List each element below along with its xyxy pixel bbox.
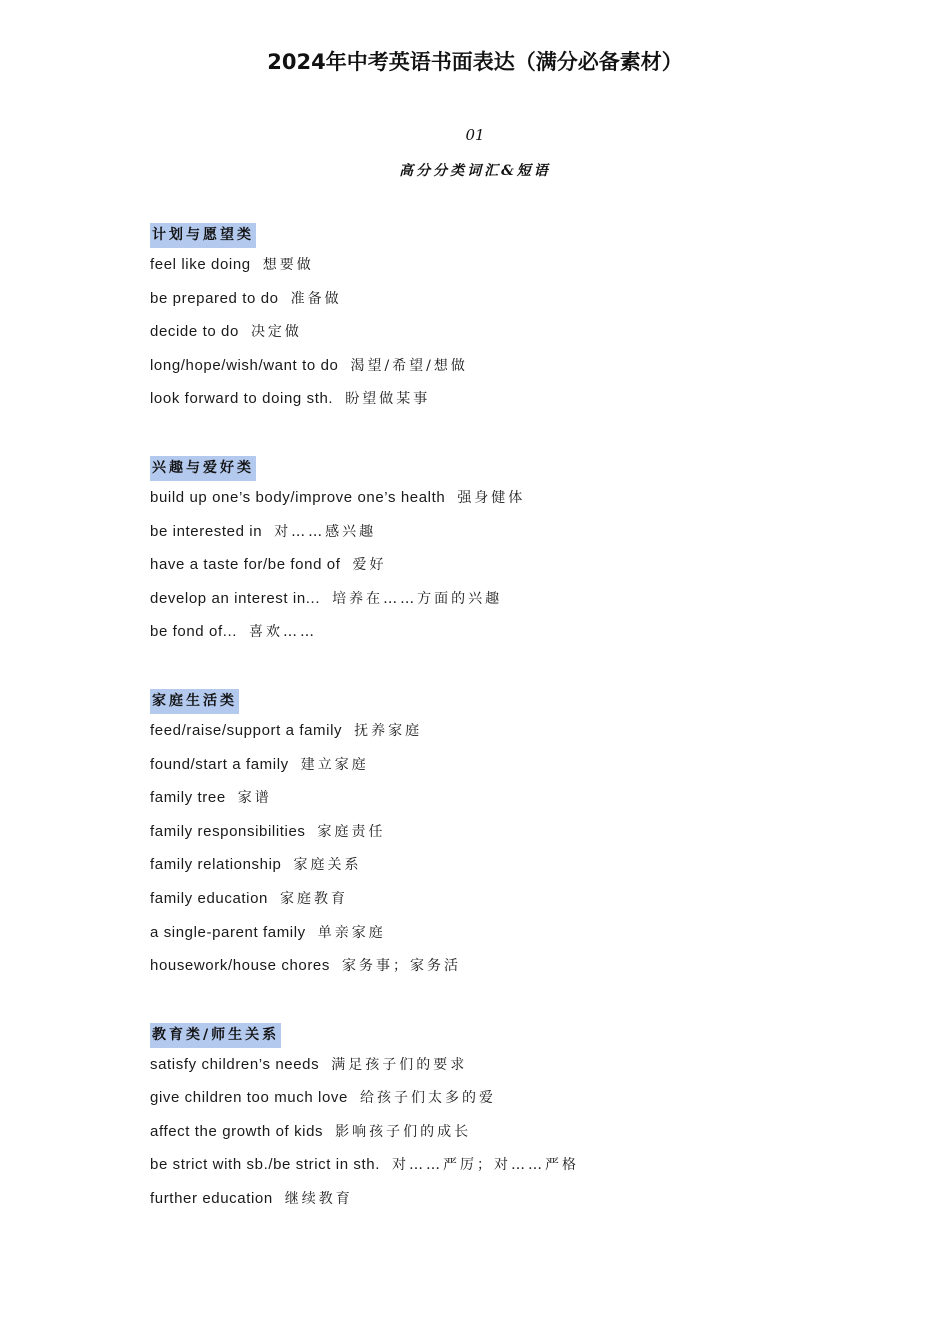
list-item: [150, 288, 890, 322]
phrase-en: family relationship: [150, 856, 282, 874]
list-item: [150, 1054, 890, 1088]
phrase-zh: 满足孩子们的要求: [331, 1056, 468, 1073]
phrase-zh: 家庭教育: [280, 890, 348, 907]
phrase-en: affect the growth of kids: [150, 1122, 324, 1140]
phrase-en: family education: [150, 889, 268, 907]
phrase-en: build up one’s body/improve one’s health: [150, 488, 446, 506]
phrase-zh: 对……严厉；对……严格: [392, 1157, 580, 1174]
phrase-en: be interested in: [150, 522, 263, 540]
phrase-zh: 想要做: [262, 257, 314, 273]
list-item: [150, 821, 890, 855]
list-item: [150, 922, 890, 956]
phrase-zh: 抚养家庭: [354, 722, 423, 739]
list-item: [150, 254, 890, 288]
list-item: [150, 321, 890, 355]
phrase-en: long/hope/wish/want to do: [150, 356, 339, 374]
phrase-zh: 盼望做某事: [345, 391, 431, 408]
phrase-en: develop an interest in...: [150, 589, 321, 607]
list-item: [150, 854, 890, 888]
list-item: [150, 355, 890, 389]
phrase-en: feed/raise/support a family: [150, 721, 343, 739]
list-item: [150, 1154, 890, 1188]
phrase-en: feel like doing: [150, 256, 251, 273]
list-item: [150, 1188, 890, 1222]
phrase-zh: 家谱: [237, 790, 272, 807]
document-title: 2024年中考英语书面表达（满分必备素材）: [267, 50, 683, 74]
category-plans-wishes: [150, 223, 890, 422]
list-item: [150, 1087, 890, 1121]
phrase-en: satisfy children’s needs: [150, 1055, 320, 1073]
phrase-zh: 影响孩子们的成长: [335, 1123, 472, 1140]
phrase-zh: 给孩子们太多的爱: [359, 1090, 496, 1107]
list-item: [150, 888, 890, 922]
list-item: [150, 1121, 890, 1155]
section-number: 01: [465, 126, 485, 144]
phrase-zh: 强身健体: [457, 489, 526, 506]
phrase-zh: 继续教育: [284, 1191, 353, 1208]
phrase-zh: 对……感兴趣: [274, 523, 377, 540]
phrase-zh: 爱好: [352, 557, 387, 574]
category-family-life: [150, 689, 890, 989]
category-title: 兴趣与爱好类: [150, 456, 256, 481]
category-education: [150, 1023, 890, 1222]
phrase-zh: 家庭关系: [293, 857, 362, 874]
list-item: [150, 588, 890, 622]
phrase-en: look forward to doing sth.: [150, 390, 334, 408]
phrase-en: found/start a family: [150, 755, 289, 773]
phrase-zh: 建立家庭: [300, 756, 369, 773]
list-item: [150, 388, 890, 422]
phrase-zh: 家庭责任: [317, 823, 386, 840]
list-item: [150, 787, 890, 821]
phrase-en: family responsibilities: [150, 822, 306, 840]
category-title: 教育类/师生关系: [150, 1023, 281, 1048]
phrase-en: family tree: [150, 789, 226, 807]
category-title: 家庭生活类: [150, 689, 239, 714]
phrase-en: be fond of...: [150, 623, 238, 641]
phrase-en: housework/house chores: [150, 957, 330, 975]
phrase-en: further education: [150, 1190, 273, 1208]
phrase-en: a single-parent family: [150, 923, 306, 941]
phrase-zh: 决定做: [250, 324, 302, 341]
phrase-en: have a taste for/be fond of: [150, 556, 341, 574]
list-item: [150, 621, 890, 655]
phrase-zh: 家务事；家务活: [341, 958, 461, 975]
phrase-en: be prepared to do: [150, 289, 279, 307]
phrase-zh: 喜欢……: [249, 624, 318, 641]
section-heading: 高分分类词汇&短语: [399, 163, 551, 179]
list-item: [150, 754, 890, 788]
category-interests-hobbies: [150, 456, 890, 655]
list-item: [150, 521, 890, 555]
phrase-zh: 准备做: [290, 290, 342, 307]
list-item: [150, 720, 890, 754]
phrase-zh: 渴望/希望/想做: [350, 357, 468, 374]
phrase-en: decide to do: [150, 323, 239, 341]
vocabulary-list: [150, 223, 890, 1222]
phrase-zh: 培养在……方面的兴趣: [332, 590, 503, 607]
list-item: [150, 955, 890, 989]
phrase-en: give children too much love: [150, 1089, 348, 1107]
list-item: [150, 487, 890, 521]
phrase-en: be strict with sb./be strict in sth.: [150, 1156, 381, 1174]
list-item: [150, 554, 890, 588]
category-title: 计划与愿望类: [150, 223, 256, 248]
phrase-zh: 单亲家庭: [317, 924, 386, 941]
